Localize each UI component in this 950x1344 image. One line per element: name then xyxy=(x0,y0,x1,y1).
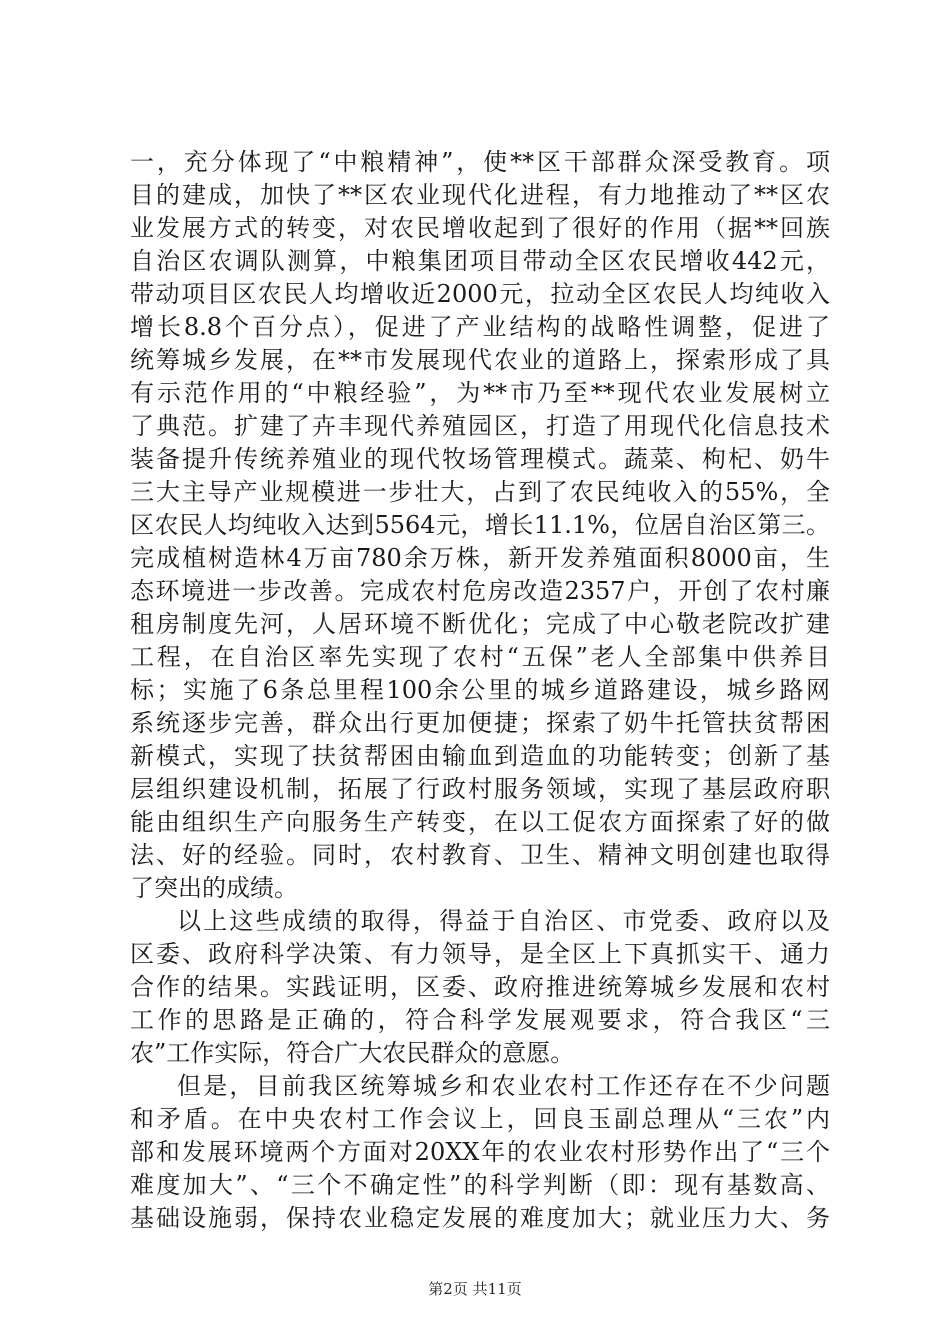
text-line: 标；实施了6条总里程100余公里的城乡道路建设，城乡路网 xyxy=(130,676,830,704)
text-line: 带动项目区农民人均增收近2000元，拉动全区农民人均纯收入 xyxy=(130,280,830,308)
text-line: 难度加大”、“三个不确定性”的科学判断（即：现有基数高、 xyxy=(130,1171,830,1199)
text-line: 工程，在自治区率先实现了农村“五保”老人全部集中供养目 xyxy=(130,643,830,671)
text-line: 了突出的成绩。 xyxy=(130,874,298,902)
text-line: 以上这些成绩的取得，得益于自治区、市党委、政府以及 xyxy=(177,907,830,935)
text-line: 增长8.8个百分点），促进了产业结构的战略性调整，促进了 xyxy=(130,313,830,341)
text-line: 业发展方式的转变，对农民增收起到了很好的作用（据**回族 xyxy=(130,214,830,242)
text-line: 自治区农调队测算，中粮集团项目带动全区农民增收442元， xyxy=(130,247,830,275)
text-line: 和矛盾。在中央农村工作会议上，回良玉副总理从“三农”内 xyxy=(130,1105,830,1133)
text-line: 能由组织生产向服务生产转变，在以工促农方面探索了好的做 xyxy=(130,808,830,836)
text-line: 有示范作用的“中粮经验”，为**市乃至**现代农业发展树立 xyxy=(130,379,830,407)
text-line: 三大主导产业规模进一步壮大，占到了农民纯收入的55%，全 xyxy=(130,478,830,506)
text-line: 合作的结果。实践证明，区委、政府推进统筹城乡发展和农村 xyxy=(130,973,830,1001)
text-line: 工作的思路是正确的，符合科学发展观要求，符合我区“三 xyxy=(130,1006,830,1034)
text-line: 区农民人均纯收入达到5564元，增长11.1%，位居自治区第三。 xyxy=(130,511,830,539)
text-line: 装备提升传统养殖业的现代牧场管理模式。蔬菜、枸杞、奶牛 xyxy=(130,445,830,473)
text-line: 法、好的经验。同时，农村教育、卫生、精神文明创建也取得 xyxy=(130,841,830,869)
text-line: 完成植树造林4万亩780余万株，新开发养殖面积8000亩，生 xyxy=(130,544,830,572)
text-line: 层组织建设机制，拓展了行政村服务领域，实现了基层政府职 xyxy=(130,775,830,803)
text-line: 但是，目前我区统筹城乡和农业农村工作还存在不少问题 xyxy=(177,1072,830,1100)
text-line: 一，充分体现了“中粮精神”，使**区干部群众深受教育。项 xyxy=(130,148,830,176)
text-line: 统筹城乡发展，在**市发展现代农业的道路上，探索形成了具 xyxy=(130,346,830,374)
text-line: 租房制度先河，人居环境不断优化；完成了中心敬老院改扩建 xyxy=(130,610,830,638)
text-line: 系统逐步完善，群众出行更加便捷；探索了奶牛托管扶贫帮困 xyxy=(130,709,830,737)
text-line: 基础设施弱，保持农业稳定发展的难度加大；就业压力大、务 xyxy=(130,1204,830,1232)
text-line: 部和发展环境两个方面对20XX年的农业农村形势作出了“三个 xyxy=(130,1138,830,1166)
document-body xyxy=(130,146,830,1235)
text-line: 新模式，实现了扶贫帮困由输血到造血的功能转变；创新了基 xyxy=(130,742,830,770)
text-line: 目的建成，加快了**区农业现代化进程，有力地推动了**区农 xyxy=(130,181,830,209)
text-line: 农”工作实际，符合广大农民群众的意愿。 xyxy=(130,1039,575,1067)
text-line: 态环境进一步改善。完成农村危房改造2357户，开创了农村廉 xyxy=(130,577,830,605)
text-line: 区委、政府科学决策、有力领导，是全区上下真抓实干、通力 xyxy=(130,940,830,968)
text-line: 了典范。扩建了卉丰现代养殖园区，打造了用现代化信息技术 xyxy=(130,412,830,440)
page-number-footer: 第2页 共11页 xyxy=(428,1280,522,1298)
